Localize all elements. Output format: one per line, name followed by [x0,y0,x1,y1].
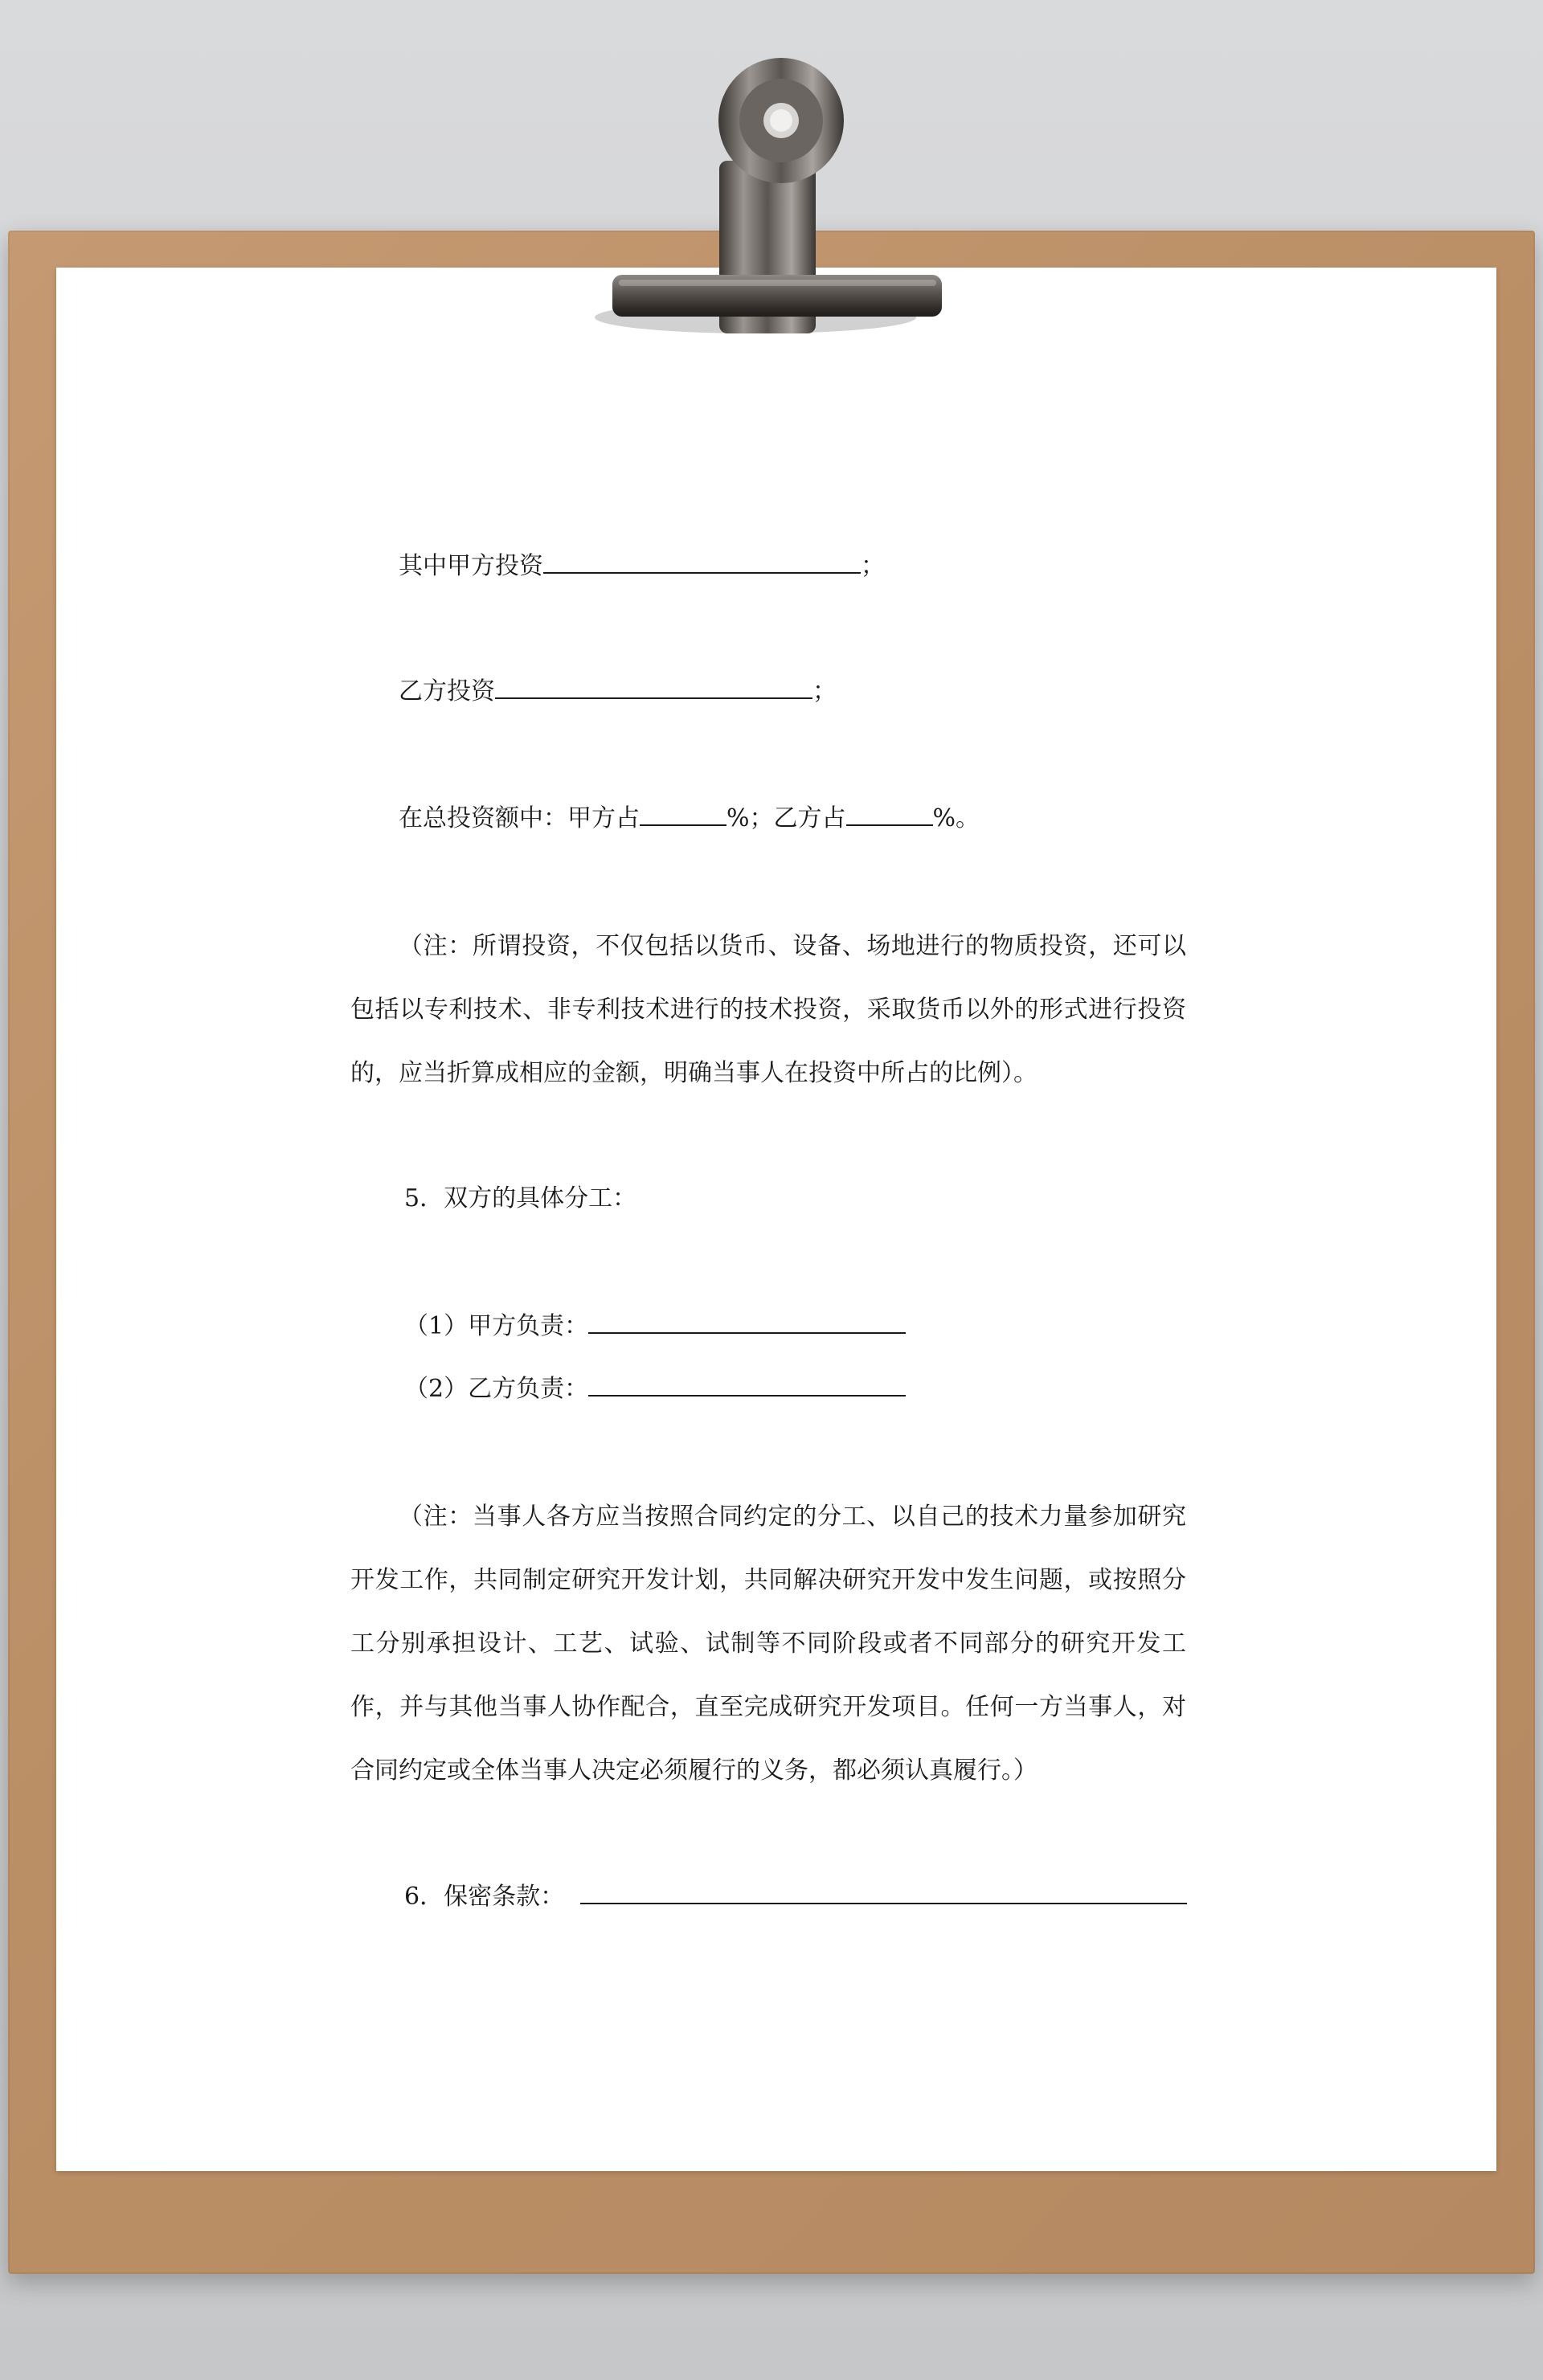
confidentiality-line [404,1880,1187,1913]
confidentiality-field[interactable] [580,1880,1187,1904]
party-b-investment-label: 乙方投资 [399,677,495,705]
punctuation: ； [861,552,885,580]
ratio-mid-text: %；乙方占 [726,804,846,832]
party-a-duty-field[interactable] [588,1310,906,1334]
division-note: （注：当事人各方应当按照合同约定的分工、以自己的技术力量参加研究开发工作，共同制定研究开发计划，共同解决研究开发中发生问题，或按照分工分别承担设计、工艺、试验、试制等不同阶段或者不同部分的研究开发工作，并与其他当事人协作配合，直至完成研究开发项目。任何一方当事人，对合同约定或全体当事人决定必须履行的义务，都必须认真履行。） [350,1503,1186,1785]
party-b-duty-label: （2）乙方负责： [404,1375,589,1403]
binder-clip-icon [563,48,980,354]
party-b-percent-field[interactable] [846,802,933,826]
section-6-title: 6．保密条款： [404,1883,565,1911]
party-b-investment-line [399,675,837,708]
ratio-end-text: %。 [932,804,980,832]
party-a-investment-line [399,550,885,583]
party-a-duty-label: （1）甲方负责： [404,1312,589,1340]
party-a-percent-field[interactable] [640,802,726,826]
party-a-investment-field[interactable] [543,550,861,574]
party-b-duty-field[interactable] [588,1372,906,1397]
punctuation: ； [812,677,837,705]
investment-ratio-line [399,802,980,835]
investment-note: （注：所谓投资，不仅包括以货币、设备、场地进行的物质投资，还可以包括以专利技术、非专利技术进行的技术投资，采取货币以外的形式进行投资的，应当折算成相应的金额，明确当事人在投资中所占的比例）。 [350,932,1186,1087]
party-a-investment-label: 其中甲方投资 [399,552,543,580]
section-5-title: 5．双方的具体分工： [404,1184,637,1212]
party-b-investment-field[interactable] [495,675,812,699]
party-a-duty-line [404,1310,906,1343]
ratio-prefix-text: 在总投资额中：甲方占 [399,804,640,832]
party-b-duty-line [404,1372,906,1405]
